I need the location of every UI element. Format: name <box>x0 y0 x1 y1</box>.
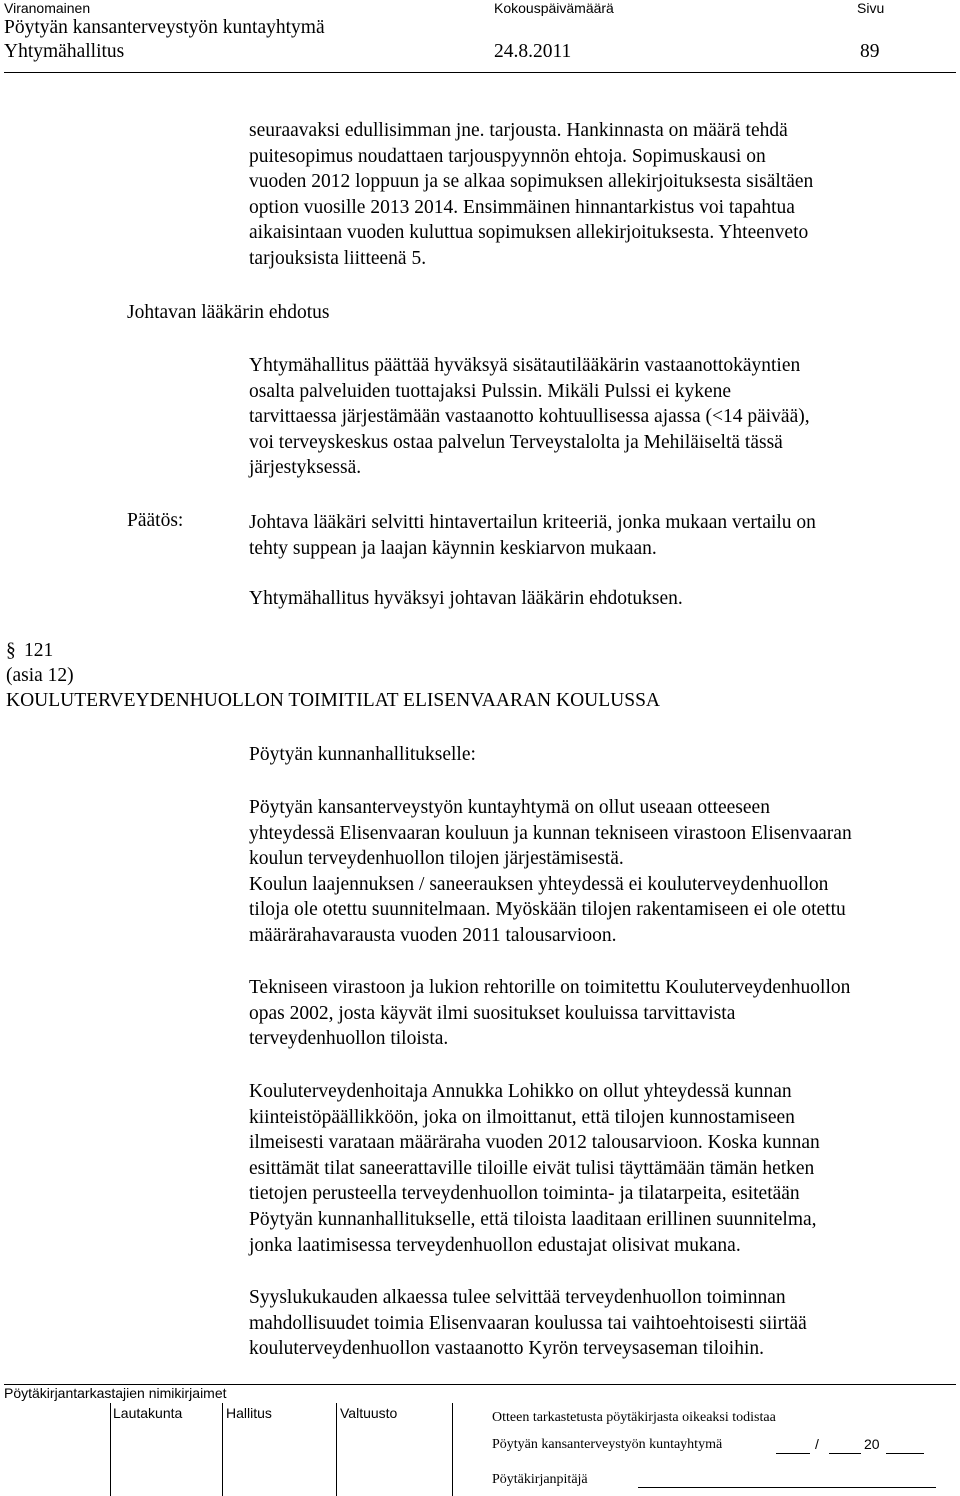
paragraph-line: option vuosille 2013 2014. Ensimmäinen hinnantarkistus voi tapahtua <box>249 196 795 218</box>
header-authority-label: Viranomainen <box>4 0 91 16</box>
paragraph-line: koulun terveydenhuollon tilojen järjestämisestä. <box>249 848 624 870</box>
decision-label: Päätös: <box>127 510 184 531</box>
header-body: Yhtymähallitus <box>4 41 125 62</box>
paragraph-line: yhteydessä Elisenvaaran kouluun ja kunnan tekniseen virastoon Elisenvaaran <box>249 822 852 844</box>
footer-title: Pöytäkirjantarkastajien nimikirjaimet <box>4 1385 227 1401</box>
addressee: Pöytyän kunnanhallitukselle: <box>249 744 476 765</box>
decision-paragraph <box>249 510 816 561</box>
paragraph-line: Pöytyän kunnanhallitukselle, että tiloista laaditaan erillinen suunnitelma, <box>249 1208 817 1230</box>
section-paragraph-2 <box>249 975 850 1052</box>
footer-fill-line <box>829 1453 861 1454</box>
section-paragraph-3 <box>249 1079 820 1258</box>
header-divider <box>4 72 956 73</box>
paragraph-line: vuoden 2012 loppuun ja se alkaa sopimuksen allekirjoituksesta sisältäen <box>249 171 814 193</box>
paragraph-line: puitesopimus noudattaen tarjouspyynnön ehtoja. Sopimuskausi on <box>249 145 766 167</box>
paragraph-line: Tekniseen virastoon ja lukion rehtorille on toimitettu Kouluterveydenhuollon <box>249 977 851 998</box>
paragraph-line: Yhtymähallitus päättää hyväksyä sisätautilääkärin vastaanottokäyntien <box>249 355 801 376</box>
paragraph-line: aikaisintaan vuoden kuluttua sopimuksen allekirjoituksesta. Yhteenveto <box>249 222 809 244</box>
paragraph-line: jonka laatimisessa terveydenhuollon edustajat olisivat mukana. <box>249 1234 741 1256</box>
paragraph-line: tietojen perusteella terveydenhuollon toiminta- ja tilatarpeita, esitetään <box>249 1183 800 1205</box>
decision-final: Yhtymähallitus hyväksyi johtavan lääkärin ehdotuksen. <box>249 588 683 609</box>
paragraph-line: Johtava lääkäri selvitti hintavertailun kriteeriä, jonka mukaan vertailu on <box>249 512 816 533</box>
paragraph-line: ilmeisesti varataan määräraha vuoden 2012 talousarvioon. Koska kunnan <box>249 1132 820 1154</box>
section-title: KOULUTERVEYDENHUOLLON TOIMITILAT ELISENVAARAN KOULUSSA <box>6 690 661 711</box>
paragraph-line: tehty suppean ja laajan käynnin keskiarvon mukaan. <box>249 537 657 559</box>
section-symbol: § <box>6 640 16 661</box>
paragraph-line: mahdollisuudet toimia Elisenvaaran koulussa tai vaihtoehtoisesti siirtää <box>249 1312 807 1334</box>
header-page-number: 89 <box>860 41 880 62</box>
footer-col-hallitus: Hallitus <box>226 1405 272 1421</box>
header-page-label: Sivu <box>857 0 885 16</box>
header-date: 24.8.2011 <box>494 41 572 62</box>
paragraph-line: osalta palveluiden tuottajaksi Pulssin. Mikäli Pulssi ei kykene <box>249 380 732 402</box>
footer-slash: / <box>815 1436 819 1452</box>
paragraph-line: tarjouksista liitteenä 5. <box>249 247 427 269</box>
footer-fill-line <box>886 1453 924 1454</box>
paragraph-line: kouluterveydenhuollon vastaanotto Kyrön terveysaseman tiloihin. <box>249 1338 765 1360</box>
paragraph-line: esittämät tilat saneerattaville tiloille eivät tulisi täyttämään tämän hetken <box>249 1157 815 1179</box>
paragraph-line: Pöytyän kansanterveystyön kuntayhtymä on ollut useaan otteeseen <box>249 797 770 818</box>
paragraph-line: Kouluterveydenhoitaja Annukka Lohikko on ollut yhteydessä kunnan <box>249 1081 792 1102</box>
footer-certify-text: Otteen tarkastetusta pöytäkirjasta oikeaksi todistaa <box>492 1410 776 1425</box>
paragraph-line: opas 2002, josta käyvät ilmi suositukset kouluissa tarvittavista <box>249 1002 736 1024</box>
footer-divider <box>222 1403 223 1496</box>
section-number: 121 <box>24 640 54 661</box>
footer-divider <box>336 1403 337 1496</box>
footer-fill-line <box>776 1453 810 1454</box>
section-paragraph-1 <box>249 795 852 949</box>
footer-signature-line <box>638 1487 936 1488</box>
paragraph-line: terveydenhuollon tiloista. <box>249 1028 449 1050</box>
paragraph-line: järjestyksessä. <box>249 457 362 479</box>
footer-col-lautakunta: Lautakunta <box>113 1405 183 1421</box>
paragraph-line: seuraavaksi edullisimman jne. tarjousta. Hankinnasta on määrä tehdä <box>249 120 788 141</box>
section-paragraph-4 <box>249 1285 807 1362</box>
footer-col-valtuusto: Valtuusto <box>340 1405 398 1421</box>
paragraph-line: tarvittaessa järjestämään vastaanotto kohtuullisessa ajassa (<14 päivää), <box>249 406 810 428</box>
header-date-label: Kokouspäivämäärä <box>494 0 614 16</box>
footer-divider <box>452 1403 453 1496</box>
paragraph-line: Syyslukukauden alkaessa tulee selvittää terveydenhuollon toiminnan <box>249 1287 786 1308</box>
header-organization: Pöytyän kansanterveystyön kuntayhtymä <box>4 17 325 38</box>
footer-keeper-label: Pöytäkirjanpitäjä <box>492 1472 588 1487</box>
proposal-paragraph <box>249 353 810 481</box>
paragraph-line: tiloja ole otettu suunnitelmaan. Myöskään tilojen rakentamiseen ei ole otettu <box>249 899 846 921</box>
proposal-label: Johtavan lääkärin ehdotus <box>127 302 330 323</box>
paragraph-line: voi terveyskeskus ostaa palvelun Terveystalolta ja Mehiläiseltä tässä <box>249 431 783 453</box>
footer-divider <box>110 1403 111 1496</box>
paragraph-line: määrärahavarausta vuoden 2011 talousarvioon. <box>249 924 617 946</box>
footer-organization: Pöytyän kansanterveystyön kuntayhtymä <box>492 1437 723 1452</box>
footer-page: 20 <box>864 1436 880 1452</box>
paragraph-line: Koulun laajennuksen / saneerauksen yhteydessä ei kouluterveydenhuollon <box>249 873 829 895</box>
section-case: (asia 12) <box>6 665 74 686</box>
intro-paragraph <box>249 118 813 272</box>
paragraph-line: kiinteistöpäällikköön, joka on ilmoittanut, että tilojen kunnostamiseen <box>249 1106 795 1128</box>
